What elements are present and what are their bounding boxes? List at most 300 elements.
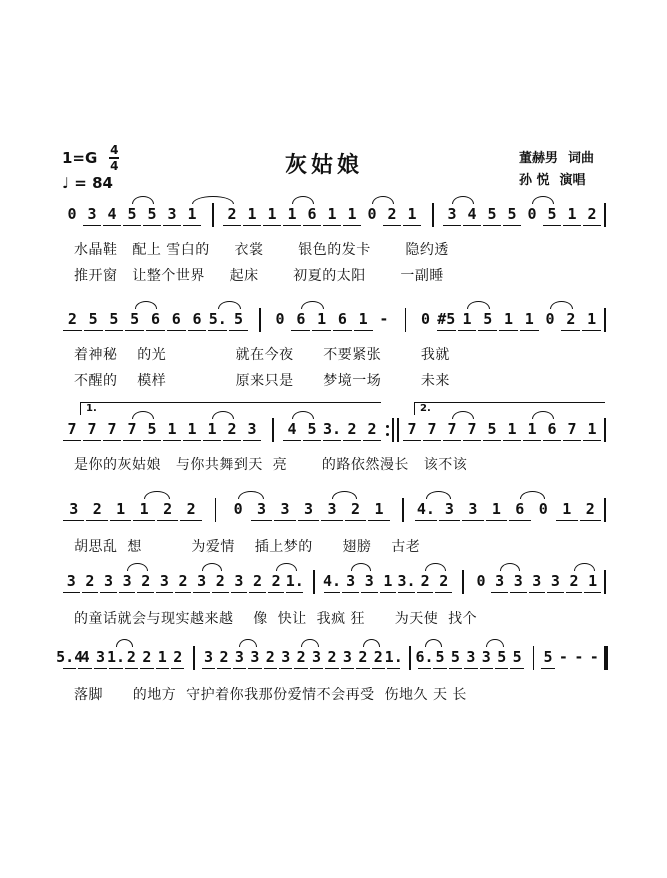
barline [193,646,195,670]
barline [272,418,274,442]
beam-line [94,668,107,669]
beam-line [86,520,107,521]
beam-line [343,225,361,226]
beam-line [231,592,248,593]
tie-arc [144,491,169,499]
note: 2 [67,310,77,328]
beam-line [443,440,461,441]
note: 2 [178,572,188,590]
barline [212,203,214,227]
note: - [574,648,584,666]
beam-line [146,330,165,331]
note: 2 [227,205,237,223]
time-sig-top: 4 [110,143,119,157]
note: 0 [527,205,537,223]
note: 3 [342,648,352,666]
beam-line [163,440,181,441]
note: 2 [271,572,281,590]
beam-line [582,330,601,331]
note: 3 [312,648,322,666]
repeat-dot [386,425,389,428]
note: 7 [467,420,477,438]
note: 1 [139,500,149,518]
beam-line [202,668,215,669]
beam-line [212,592,229,593]
tie-arc [425,563,446,571]
note: 1 [374,500,384,518]
note: 4 [107,205,117,223]
lyric-line-2: 不醒的 模样 原来只是 梦境一场 未来 [74,373,450,389]
barline [604,498,606,522]
note: 3 [234,572,244,590]
lyric-line-1: 落脚 的地方 守护着你我那份爱情不会再受 伤地久 天 长 [74,687,467,703]
tie-arc [192,196,234,204]
notation-line [62,500,622,526]
tie-arc [372,196,394,204]
note: 3 [159,572,169,590]
note: 1 [524,310,534,328]
beam-line [403,225,421,226]
song-title: 灰姑娘 [285,153,364,178]
beam-line [403,440,421,441]
barline [402,498,404,522]
beam-line [183,440,201,441]
beam-line [583,440,601,441]
lyric-line-1: 是你的灰姑娘 与你共舞到天 亮 的路依然漫长 该不该 [74,457,468,473]
note: 0 [545,310,555,328]
note: 6. [415,648,434,666]
note: 1 [587,420,597,438]
beam-line [156,592,173,593]
tie-arc [520,491,545,499]
beam-line [82,592,99,593]
tie-arc [132,196,154,204]
note: 6 [515,500,525,518]
note: 1 [383,572,393,590]
note: 1 [207,420,217,438]
note: 6 [547,420,557,438]
beam-line [361,592,378,593]
note: 2 [253,572,263,590]
beam-line [342,592,359,593]
beam-line [84,330,103,331]
volta-second-ending [414,402,605,415]
beam-line [294,668,307,669]
lyricist-composer-role: 词曲 [568,151,595,166]
tie-arc [332,491,357,499]
tie-arc [426,491,451,499]
note: 6 [171,310,181,328]
note: 2 [585,500,595,518]
beam-line [83,225,101,226]
barline [462,570,464,594]
note: 1 [562,500,572,518]
beam-line [354,330,373,331]
note: 3 [69,500,79,518]
barline [533,646,535,670]
beam-line [193,592,210,593]
tie-arc [135,301,158,309]
note: 2 [569,572,579,590]
beam-line [63,440,81,441]
beam-line [563,440,581,441]
note: 2 [265,648,275,666]
time-signature [109,144,119,172]
note: 0 [233,500,243,518]
note: 3 [346,572,356,590]
tie-arc [425,639,442,647]
note: 1 [317,310,327,328]
beam-line [561,330,580,331]
tie-arc [452,196,474,204]
beam-line [163,225,181,226]
beam-line [343,440,361,441]
note: 5 [487,205,497,223]
beam-line [423,440,441,441]
tie-arc [239,639,256,647]
barline [215,498,217,522]
beam-line [398,592,415,593]
note: 2 [141,572,151,590]
note: 3 [104,572,114,590]
note: - [379,310,389,328]
note: 3 [327,500,337,518]
beam-line [175,592,192,593]
beam-line [491,592,508,593]
note: 5 [130,310,140,328]
note: 3 [250,648,260,666]
note: 1 [347,205,357,223]
note: 5. [208,310,227,328]
beam-line [563,225,581,226]
beam-line [249,592,266,593]
note: 1 [287,205,297,223]
beam-line [509,520,530,521]
beam-line [310,668,323,669]
beam-line [133,520,154,521]
singer-name: 孙 悦 [519,173,550,188]
tempo-marking: ♩ = 84 [62,173,113,192]
note: 1 [527,420,537,438]
beam-line [103,225,121,226]
note: 3 [444,500,454,518]
singer-role: 演唱 [559,173,586,188]
beam-line [303,225,321,226]
barline [604,308,606,332]
note: 1 [507,420,517,438]
beam-line [298,520,319,521]
beam-line [157,520,178,521]
note: 2 [215,572,225,590]
note: 3 [532,572,542,590]
note: 1 [491,500,501,518]
tie-arc [218,301,241,309]
notation-line [62,310,622,336]
beam-line [63,520,84,521]
note: 2 [373,648,383,666]
credits [519,148,594,192]
beam-line [341,668,354,669]
tie-arc [550,301,573,309]
note: 4 [80,648,90,666]
beam-line [279,668,292,669]
note: 1 [462,310,472,328]
note: 4 [287,420,297,438]
beam-line [415,520,436,521]
beam-line [387,668,400,669]
beam-line [100,592,117,593]
note: 5 [450,648,460,666]
beam-line [323,440,341,441]
beam-line [503,225,521,226]
note: 2 [219,648,229,666]
tie-arc [292,196,314,204]
beam-line [243,225,261,226]
beam-line [125,330,144,331]
note: 6 [192,310,202,328]
beam-line [137,592,154,593]
beam-line [321,520,342,521]
beam-line [417,592,434,593]
tie-arc [486,639,503,647]
note: 0 [420,310,430,328]
note: 5 [109,310,119,328]
beam-line [345,520,366,521]
beam-line [324,592,341,593]
note: 1 [588,572,598,590]
beam-line [520,330,539,331]
lyricist-composer-name: 董赫男 [519,151,559,166]
beam-line [529,592,546,593]
key-label: 1=G [62,148,98,167]
beam-line [63,592,80,593]
note: 5 [483,310,493,328]
note: 2 [126,648,136,666]
beam-line [274,520,295,521]
note: 2 [566,310,576,328]
beam-line [110,520,131,521]
note: 2 [173,648,183,666]
tie-arc [574,563,595,571]
beam-line [486,520,507,521]
note: #5 [437,310,456,328]
beam-line [63,330,82,331]
beam-line [171,668,184,669]
beam-line [584,592,601,593]
note: 1 [157,648,167,666]
note: - [589,648,599,666]
beam-line [223,440,241,441]
note: 4. [322,572,342,590]
note: 3 [281,648,291,666]
beam-line [462,520,483,521]
beam-line [78,668,91,669]
note: 5 [147,205,157,223]
notation-line [62,205,622,231]
note: 2 [347,420,357,438]
beam-line [443,225,461,226]
beam-line [312,330,331,331]
beam-line [383,225,401,226]
beam-line [363,440,381,441]
note: 7 [447,420,457,438]
beam-line [109,668,122,669]
note: 5 [512,648,522,666]
note: 3 [204,648,214,666]
beam-line [103,440,121,441]
beam-line [167,330,186,331]
tie-arc [351,563,372,571]
tie-arc [276,563,297,571]
note: 1 [587,310,597,328]
note: 3 [66,572,76,590]
beam-line [203,440,221,441]
note: 6 [307,205,317,223]
note: 3 [234,648,244,666]
note: 5 [507,205,517,223]
barline [604,203,606,227]
note: 6 [337,310,347,328]
note: 3 [466,648,476,666]
note: 2 [327,648,337,666]
note: 3 [364,572,374,590]
note: 1 [167,420,177,438]
time-sig-bottom: 4 [110,158,119,173]
beam-line [478,330,497,331]
note: 3 [304,500,314,518]
notation-line [62,572,622,598]
beam-line [510,668,523,669]
note: 2 [85,572,95,590]
note: - [558,648,568,666]
notation-line [56,648,622,674]
beam-line [523,440,541,441]
note: 5 [487,420,497,438]
barline [392,418,394,442]
note: 1 [116,500,126,518]
note: 6 [150,310,160,328]
barline [604,418,606,442]
beam-line [156,668,169,669]
lyric-line-1: 胡思乱 想 为爱情 插上梦的 翅膀 古老 [74,539,421,555]
barline [432,203,434,227]
beam-line [217,668,230,669]
beam-line [248,668,261,669]
note: 2 [186,500,196,518]
beam-line [437,330,456,331]
beam-line [264,668,277,669]
beam-line [286,592,303,593]
beam-line [233,668,246,669]
barline [259,308,261,332]
beam-line [547,592,564,593]
beam-line [449,668,462,669]
note: 3 [257,500,267,518]
note: 3 [447,205,457,223]
beam-line [251,520,272,521]
beam-line [183,225,201,226]
note: 3 [550,572,560,590]
note: 5 [127,205,137,223]
beam-line [268,592,285,593]
beam-line [119,592,136,593]
note: 2 [387,205,397,223]
repeat-barline [397,418,399,442]
note: 3. [322,420,342,438]
beam-line [356,668,369,669]
note: 2 [367,420,377,438]
beam-line [495,668,508,669]
note: 7 [127,420,137,438]
barline [409,646,411,670]
note: 2 [420,572,430,590]
note: 5 [88,310,98,328]
note: 1 [267,205,277,223]
note: 3 [247,420,257,438]
beam-line [303,440,321,441]
beam-line [333,330,352,331]
final-barline [604,646,608,670]
beam-line [541,668,554,669]
beam-line [380,592,397,593]
note: 2 [439,572,449,590]
tie-arc [301,639,318,647]
note: 3 [87,205,97,223]
note: 1 [407,205,417,223]
beam-line [143,440,161,441]
lyric-line-1: 水晶鞋 配上 雪白的 衣裳 银色的发卡 隐约透 [74,242,449,258]
note: 7 [567,420,577,438]
beam-line [63,668,76,669]
beam-line [464,668,477,669]
tie-arc [127,563,148,571]
note: 3 [280,500,290,518]
note: 5 [307,420,317,438]
beam-line [223,225,241,226]
beam-line [463,440,481,441]
beam-line [510,592,527,593]
note: 5.4 [56,648,84,666]
beam-line [580,520,601,521]
note: 1 [247,205,257,223]
tie-arc [116,639,133,647]
key-signature [62,144,119,172]
note: 5 [234,310,244,328]
barline [405,308,407,332]
note: 3 [495,572,505,590]
lyric-line-2: 推开窗 让整个世界 起床 初夏的太阳 一副睡 [74,268,444,284]
note: 2 [350,500,360,518]
note: 1 [567,205,577,223]
beam-line [105,330,124,331]
note: 3 [122,572,132,590]
note: 3 [481,648,491,666]
tie-arc [467,301,490,309]
beam-line [143,225,161,226]
beam-line [483,440,501,441]
tie-arc [363,639,380,647]
barline [313,570,315,594]
note: 2 [92,500,102,518]
note: 2 [358,648,368,666]
note: 7 [407,420,417,438]
note: 5 [435,648,445,666]
note: 1 [327,205,337,223]
note: 2 [163,500,173,518]
tie-arc [202,563,223,571]
note: 5 [497,648,507,666]
beam-line [483,225,501,226]
